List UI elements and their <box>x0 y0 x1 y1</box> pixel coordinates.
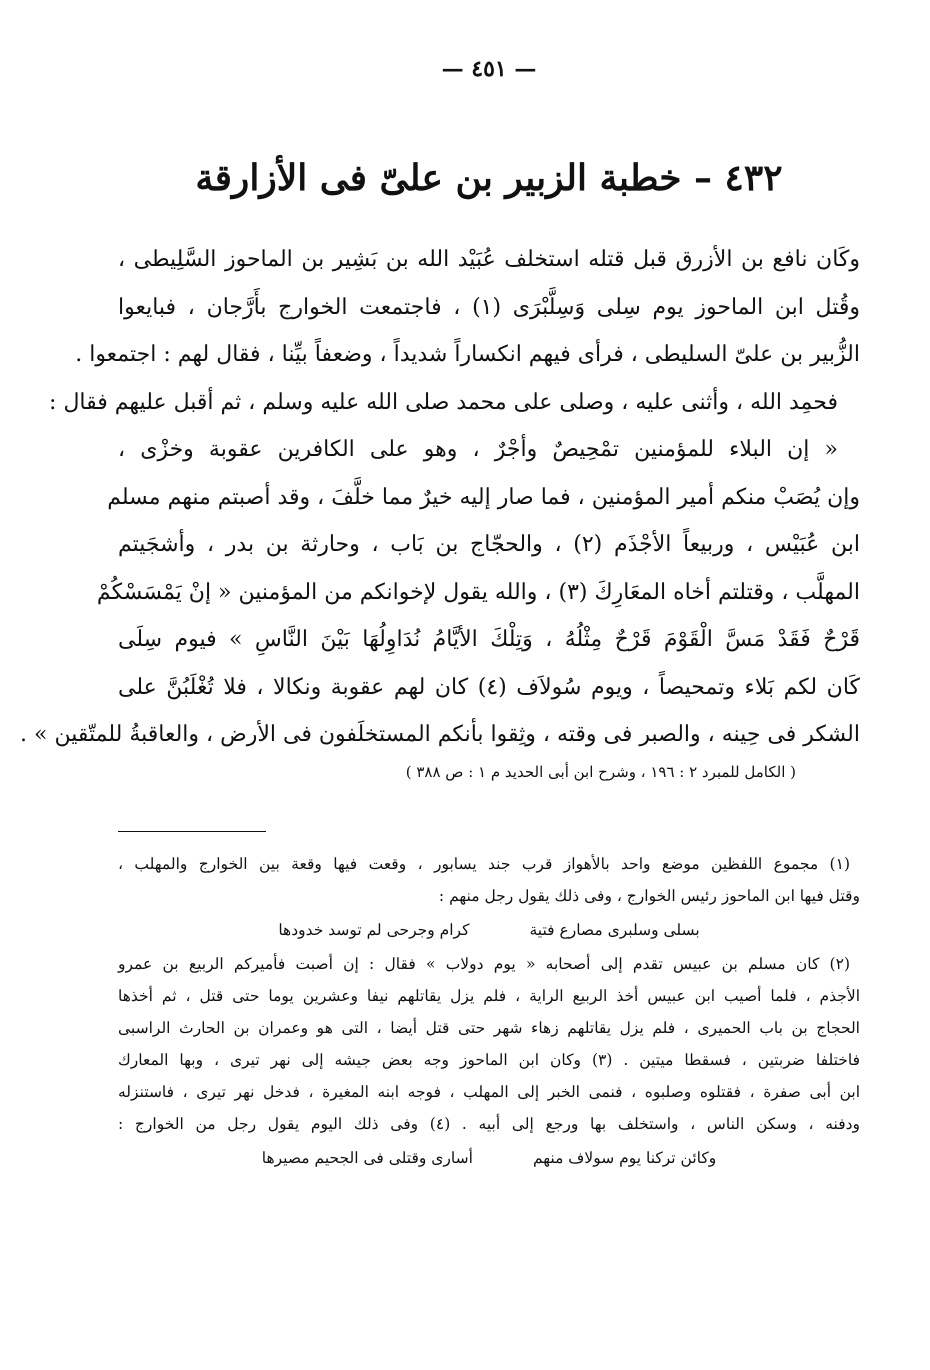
text-line: وكَان نافع بن الأزرق قبل قتله استخلف عُبَيْد الله بن بَشِير بن الماحوز السَّلِيطى ، <box>118 247 860 272</box>
text-line: « إن البلاء للمؤمنين تمْحِيصٌ وأجْرٌ ، وهو على الكافرين عقوبة وخزْى ، <box>118 437 838 462</box>
text-line: الشكر فى حِينه ، والصبر فى وقته ، وثِقوا بأنكم المستخلَفون فى الأرض ، والعاقبةُ للمتّقين » . <box>20 722 860 747</box>
main-text <box>20 236 860 759</box>
section-title: ٤٣٢ – خطبة الزبير بن علىّ فى الأزارقة <box>195 157 783 199</box>
footnote-line: الحجاج بن باب الحميرى ، فلم يزل يقاتلهم زهاء شهر حتى قتل أيضا ، التى هو وعمران بن الحارث الراسبى <box>118 1018 860 1037</box>
footnote-line: (١) مجموع اللفظين موضع واحد بالأهواز قرب جند يسابور ، وقعت فيها وقعة بين الخوارج والمهلب ، <box>118 854 850 873</box>
page-number: — ٤٥١ — <box>441 56 537 82</box>
footnote-line: ودفنه ، وسكن الناس ، واستخلف بها ورجع إلى أبيه . (٤) وفى ذلك اليوم يقول رجل من الخوارج : <box>118 1114 860 1133</box>
footnotes <box>118 848 860 1176</box>
poem-verse <box>118 1140 860 1176</box>
verse-hemistich-second: أسارى وقتلى فى الجحيم مصيرها <box>261 1148 473 1167</box>
text-line: المهلَّب ، وقتلتم أخاه المعَارِكَ (٣) ، والله يقول لإخوانكم من المؤمنين « إنْ يَمْسَسْكُمْ <box>96 579 860 605</box>
verse-hemistich-second: كرام وجرحى لم توسد خدودها <box>278 920 470 939</box>
source-citation: ( الكامل للمبرد ٢ : ١٩٦ ، وشرح ابن أبى الحديد م ١ : ص ٣٨٨ ) <box>405 762 796 781</box>
text-line: فحمِد الله ، وأثنى عليه ، وصلى على محمد صلى الله عليه وسلم ، ثم أقبل عليهم فقال : <box>49 389 838 415</box>
text-line: ابن عُبَيْس ، وربيعاً الأجْذَم (٢) ، والحجّاج بن بَاب ، وحارثة بن بدر ، وأشجَيتم <box>118 532 860 557</box>
verse-hemistich-first: وكائن تركنا يوم سولاف منهم <box>532 1148 717 1167</box>
verse-hemistich-first: بسلى وسلبرى مصارع فتية <box>529 920 700 939</box>
text-line: وقُتل ابن الماحوز يوم سِلى وَسِلَّبْرَى (١) ، فاجتمعت الخوارج بأَرَّجان ، فبايعوا <box>118 294 860 320</box>
text-line: قَرْحٌ فَقَدْ مَسَّ الْقَوْمَ قَرْحٌ مِثْلُهُ ، وَتِلْكَ الأيَّامُ نُدَاوِلُهَا بَيْنَ النَّاسِ » فيوم سِلَى <box>118 627 860 652</box>
footnote-line: ابن أبى صفرة ، فقتلوه وصلبوه ، فنمى الخبر إلى المهلب ، فوجه ابنه المغيرة ، فدخل نهر تيرى ، فاستنزله <box>118 1082 860 1101</box>
footnote-divider <box>118 831 266 832</box>
poem-verse <box>118 912 860 948</box>
footnote-line: الأجذم ، فلما أصيب ابن عبيس أخذ الربيع الراية ، فلم يزل يقاتلهم نيفا وعشرين يوما حتى قتل ، ثم أخذها <box>118 986 860 1005</box>
text-line: الزُّبير بن علىّ السليطى ، فرأى فيهم انكساراً شديداً ، وضعفاً بيِّنا ، فقال لهم : اجتمعوا . <box>75 342 860 367</box>
footnote-line: (٢) كان مسلم بن عبيس تقدم إلى أصحابه « يوم دولاب » فقال : إن أصبت فأميركم الربيع بن عمرو <box>118 954 850 973</box>
text-line: كَان لكم بَلاء وتمحيصاً ، ويوم سُولاَف (٤) كان لهم عقوبة ونكالا ، فلا تُغْلَبُنَّ على <box>118 674 860 700</box>
footnote-line: فاختلفا ضربتين ، فسقطا ميتين . (٣) وكان ابن الماحوز وجه بعض جيشه إلى نهر تيرى ، وبها المعارك <box>118 1050 860 1069</box>
footnote-line: وقتل فيها ابن الماحوز رئيس الخوارج ، وفى ذلك يقول رجل منهم : <box>438 886 860 905</box>
text-line: وإن يُصَبْ منكم أمير المؤمنين ، فما صار إليه خيرٌ مما خلَّفَ ، وقد أصبتم منهم مسلم <box>107 484 860 510</box>
